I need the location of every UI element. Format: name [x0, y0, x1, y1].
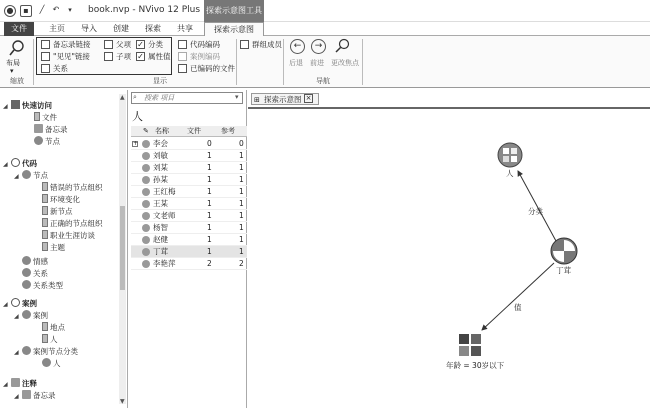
- table-row[interactable]: [131, 258, 247, 270]
- tree-item-cases-folder[interactable]: [14, 310, 48, 322]
- tab-file[interactable]: 文件: [4, 22, 34, 36]
- tree-label: 正确的节点组织: [50, 219, 103, 228]
- classification-checkbox[interactable]: [136, 39, 163, 50]
- change-focus-label: 更改焦点: [331, 59, 359, 67]
- column-name[interactable]: 名称: [155, 127, 169, 135]
- table-row[interactable]: [131, 246, 247, 258]
- zoom-group-label: 缩放: [10, 77, 24, 85]
- case-icon: [142, 248, 150, 256]
- undo-icon[interactable]: ↶: [52, 5, 60, 14]
- search-input[interactable]: 搜索 项目: [131, 92, 243, 104]
- relationships-checkbox[interactable]: [41, 63, 68, 74]
- expand-icon[interactable]: +: [133, 140, 139, 147]
- quick-access-dropdown-icon[interactable]: ▾: [68, 6, 72, 14]
- checkbox-box: [178, 52, 187, 61]
- tree-label: 案例: [22, 299, 37, 308]
- ribbon: [0, 36, 650, 88]
- tree-label: 代码: [22, 159, 37, 168]
- collapse-triangle-icon[interactable]: ◢: [3, 301, 8, 308]
- tree-label: 情感: [33, 257, 48, 266]
- back-arrow-icon[interactable]: ←: [290, 39, 305, 54]
- collapse-triangle-icon[interactable]: ◢: [3, 161, 8, 168]
- row-refs: 1: [239, 151, 244, 160]
- case-icon: [142, 188, 150, 196]
- file-icon: [34, 112, 40, 121]
- checkbox-label: 已编码的文件: [190, 64, 235, 73]
- node-icon: [34, 136, 43, 145]
- edge-label-classification: 分类: [528, 207, 543, 216]
- table-row[interactable]: [131, 138, 247, 150]
- contextual-tool-title: 探索示意图工具: [204, 0, 264, 22]
- tree-label: 备忘录: [33, 391, 56, 400]
- row-name: 丁茸: [153, 247, 168, 256]
- tree-item-person[interactable]: [42, 334, 58, 346]
- row-files: 1: [207, 223, 212, 232]
- tree-item-codes[interactable]: [3, 158, 37, 170]
- row-refs: 2: [239, 259, 244, 268]
- table-row[interactable]: [131, 198, 247, 210]
- sentiment-icon: [22, 256, 31, 265]
- checkbox-label: 分类: [148, 40, 163, 49]
- row-refs: 1: [239, 199, 244, 208]
- tree-item-files[interactable]: [34, 112, 57, 124]
- row-refs: 1: [239, 247, 244, 256]
- tab-explore[interactable]: 探索: [145, 24, 161, 33]
- check-mark-icon: ✓: [137, 40, 144, 49]
- checkbox-box: [240, 40, 249, 49]
- tree-label: 节点: [45, 137, 60, 146]
- table-row[interactable]: [131, 234, 247, 246]
- code-coding-checkbox[interactable]: [178, 39, 220, 50]
- edit-icon[interactable]: ╱: [39, 5, 45, 14]
- title-bar: [0, 0, 650, 22]
- tree-item-location[interactable]: [42, 322, 65, 334]
- checkbox-label: 父项: [116, 40, 131, 49]
- row-refs: 1: [239, 163, 244, 172]
- scroll-up-icon[interactable]: ▲: [120, 94, 125, 101]
- tree-label: 错误的节点组织: [50, 183, 103, 192]
- folder-icon: [42, 322, 48, 331]
- node-age-attribute[interactable]: [459, 334, 481, 356]
- folder-icon: [42, 334, 48, 343]
- row-files: 1: [207, 187, 212, 196]
- collapse-triangle-icon[interactable]: ◢: [3, 103, 8, 110]
- layout-dropdown-icon[interactable]: ▾: [10, 67, 14, 75]
- node-label-person: 人: [506, 169, 514, 178]
- checkbox-label: 案例编码: [190, 52, 220, 61]
- row-files: 1: [207, 175, 212, 184]
- checkbox-box: [41, 64, 50, 73]
- node-label-dingrong: 丁茸: [556, 266, 571, 275]
- row-name: 王红梅: [153, 187, 176, 196]
- group-members-checkbox[interactable]: [240, 39, 282, 50]
- checkbox-label: 关系: [53, 64, 68, 73]
- row-name: 赵健: [153, 235, 168, 244]
- case-icon: [142, 236, 150, 244]
- row-refs: 1: [239, 187, 244, 196]
- checkbox-label: "见见"链接: [53, 52, 90, 61]
- row-refs: 0: [239, 139, 244, 148]
- diagram-tab-label: 探索示意图: [264, 95, 302, 104]
- tree-label: 注释: [22, 379, 37, 388]
- tree-item-sentiment[interactable]: [22, 256, 48, 268]
- folder-icon: [42, 182, 48, 191]
- column-refs[interactable]: 参考: [221, 127, 235, 135]
- node-case-dingrong[interactable]: [551, 238, 577, 264]
- coded-files-checkbox[interactable]: [178, 63, 235, 74]
- case-icon: [142, 164, 150, 172]
- tree-label: 节点: [33, 171, 48, 180]
- window-title: book.nvp - NVivo 12 Plus: [88, 5, 201, 15]
- tree-label: 职业生涯访谈: [50, 231, 95, 240]
- list-column-header: [131, 126, 247, 137]
- tree-label: 快速访问: [22, 101, 52, 110]
- memo-icon: [34, 124, 43, 133]
- notes-icon: [11, 378, 20, 387]
- row-files: 1: [207, 247, 212, 256]
- case-icon: [142, 140, 150, 148]
- list-view-pane: [129, 90, 247, 408]
- checkbox-box: [41, 40, 50, 49]
- row-files: 1: [207, 235, 212, 244]
- edge-value[interactable]: [482, 263, 554, 330]
- node-label-age: 年龄 = 30岁以下: [446, 361, 505, 370]
- cases-icon: [11, 298, 20, 307]
- tree-label: 文件: [42, 113, 57, 122]
- row-files: 1: [207, 163, 212, 172]
- tree-label: 环境变化: [50, 195, 80, 204]
- tree-item-notes-memos[interactable]: [14, 390, 56, 402]
- diagram-pane: [248, 90, 650, 408]
- attribute-values-checkbox[interactable]: [136, 51, 171, 62]
- save-icon[interactable]: ▪: [20, 5, 32, 17]
- group-separator: [362, 39, 363, 85]
- collapse-triangle-icon[interactable]: ◢: [14, 173, 19, 180]
- show-group-label: 显示: [153, 77, 167, 85]
- layout-button[interactable]: [8, 39, 26, 57]
- row-name: 杨智: [153, 223, 168, 232]
- row-refs: 1: [239, 223, 244, 232]
- magnifier-icon: [8, 39, 26, 57]
- tab-import[interactable]: 导入: [81, 24, 97, 33]
- collapse-triangle-icon[interactable]: ◢: [14, 393, 19, 400]
- tree-item-wrong-node-org[interactable]: [42, 182, 103, 194]
- table-row[interactable]: [131, 186, 247, 198]
- classification-icon: [22, 346, 31, 355]
- tree-label: 人: [50, 335, 58, 344]
- tree-item-relationship-types[interactable]: [22, 280, 63, 292]
- collapse-triangle-icon[interactable]: ◢: [14, 349, 19, 356]
- checkbox-box: [104, 40, 113, 49]
- collapse-triangle-icon[interactable]: ◢: [3, 381, 8, 388]
- collapse-triangle-icon[interactable]: ◢: [14, 313, 19, 320]
- row-files: 1: [207, 211, 212, 220]
- group-separator: [283, 39, 284, 85]
- classification-icon: [42, 358, 51, 367]
- group-separator: [33, 39, 34, 85]
- parents-checkbox[interactable]: [104, 39, 131, 50]
- row-name: 李会: [153, 139, 168, 148]
- tab-create[interactable]: 创建: [113, 24, 129, 33]
- tree-label: 地点: [50, 323, 65, 332]
- row-files: 2: [207, 259, 212, 268]
- row-name: 王某: [153, 199, 168, 208]
- checkbox-label: 群组成员: [252, 40, 282, 49]
- tree-item-case-classifications[interactable]: [14, 346, 78, 358]
- folder-icon: [42, 218, 48, 227]
- checkbox-box: [104, 52, 113, 61]
- row-name: 孙某: [153, 175, 168, 184]
- scroll-down-icon[interactable]: ▼: [120, 398, 125, 405]
- case-icon: [142, 152, 150, 160]
- tree-item-new-node[interactable]: [42, 206, 73, 218]
- checkbox-label: 子项: [116, 52, 131, 61]
- case-icon: [22, 310, 31, 319]
- navigation-pane: [0, 90, 128, 408]
- codes-icon: [11, 158, 20, 167]
- search-dropdown-icon[interactable]: ▾: [235, 93, 239, 101]
- case-icon: [142, 176, 150, 184]
- tab-explore-diagram[interactable]: 探索示意图: [204, 22, 264, 36]
- folder-icon: [42, 194, 48, 203]
- memo-icon: [22, 390, 31, 399]
- checkbox-label: 代码编码: [190, 40, 220, 49]
- nav-scrollbar-thumb[interactable]: [120, 206, 125, 290]
- star-icon: [11, 100, 20, 109]
- forward-label: 前进: [310, 59, 324, 67]
- tree-item-memos[interactable]: [34, 124, 68, 136]
- focus-magnifier-icon: [334, 38, 350, 54]
- close-icon[interactable]: ×: [305, 94, 312, 102]
- tree-item-notes[interactable]: [3, 378, 37, 390]
- tree-label: 案例: [33, 311, 48, 320]
- case-icon: [142, 212, 150, 220]
- tree-label: 主题: [50, 243, 65, 252]
- forward-arrow-icon[interactable]: →: [311, 39, 326, 54]
- row-name: 文老师: [153, 211, 176, 220]
- folder-icon: [42, 206, 48, 215]
- tree-label: 人: [53, 359, 61, 368]
- checkbox-box: [178, 64, 187, 73]
- tree-item-correct-node-org[interactable]: [42, 218, 103, 230]
- table-row[interactable]: [131, 150, 247, 162]
- tree-item-environment-change[interactable]: [42, 194, 80, 206]
- edge-label-value: 值: [514, 303, 522, 312]
- tree-label: 案例节点分类: [33, 347, 78, 356]
- table-row[interactable]: [131, 210, 247, 222]
- case-icon: [142, 224, 150, 232]
- tree-item-person-classification[interactable]: [42, 358, 61, 370]
- diagram-tab-icon: ⊞: [254, 96, 260, 104]
- back-label: 后退: [289, 59, 303, 67]
- change-focus-button[interactable]: [334, 38, 350, 54]
- row-files: 1: [207, 151, 212, 160]
- tree-item-career-interview[interactable]: [42, 230, 95, 242]
- row-name: 刘某: [153, 163, 168, 172]
- checkbox-box: [41, 52, 50, 61]
- case-coding-checkbox: [178, 51, 220, 62]
- folder-icon: [42, 230, 48, 239]
- node-person-classification[interactable]: [498, 143, 522, 167]
- tree-label: 备忘录: [45, 125, 68, 134]
- tree-label: 关系类型: [33, 281, 63, 290]
- layout-button-label: 布局: [6, 59, 20, 67]
- row-refs: 1: [239, 175, 244, 184]
- tree-item-relationships[interactable]: [22, 268, 48, 280]
- row-files: 1: [207, 199, 212, 208]
- checkbox-label: 属性值: [148, 52, 171, 61]
- tree-item-nodes-folder[interactable]: [14, 170, 48, 182]
- tree-item-quick-access[interactable]: [3, 100, 52, 112]
- case-icon: [142, 260, 150, 268]
- column-files[interactable]: 文件: [187, 127, 201, 135]
- row-refs: 1: [239, 211, 244, 220]
- checkbox-box: [178, 40, 187, 49]
- app-logo-icon: ●: [4, 5, 16, 17]
- table-row[interactable]: [131, 174, 247, 186]
- relationship-type-icon: [22, 280, 31, 289]
- row-name: 李艳萍: [153, 259, 176, 268]
- check-mark-icon: ✓: [137, 52, 144, 61]
- case-icon: [142, 200, 150, 208]
- tab-home[interactable]: 主页: [49, 24, 65, 33]
- children-checkbox[interactable]: [104, 51, 131, 62]
- folder-icon: [42, 242, 48, 251]
- row-files: 0: [207, 139, 212, 148]
- checkbox-label: 备忘录链接: [53, 40, 91, 49]
- node-icon: [22, 170, 31, 179]
- table-row[interactable]: [131, 222, 247, 234]
- memo-links-checkbox[interactable]: [41, 39, 91, 50]
- table-row[interactable]: [131, 162, 247, 174]
- see-also-links-checkbox[interactable]: [41, 51, 90, 62]
- pin-icon: ✎: [143, 127, 149, 135]
- row-name: 刘敏: [153, 151, 168, 160]
- nav-group-label: 导航: [316, 77, 330, 85]
- tree-item-nodes[interactable]: [34, 136, 60, 148]
- tree-item-cases[interactable]: [3, 298, 37, 310]
- search-icon: ⌕: [133, 93, 137, 101]
- list-heading: 人: [132, 110, 143, 123]
- tree-item-theme[interactable]: [42, 242, 65, 254]
- ribbon-tabs: [0, 22, 650, 36]
- tree-label: 新节点: [50, 207, 73, 216]
- tree-label: 关系: [33, 269, 48, 278]
- row-refs: 1: [239, 235, 244, 244]
- tab-share[interactable]: 共享: [177, 24, 193, 33]
- relationship-icon: [22, 268, 31, 277]
